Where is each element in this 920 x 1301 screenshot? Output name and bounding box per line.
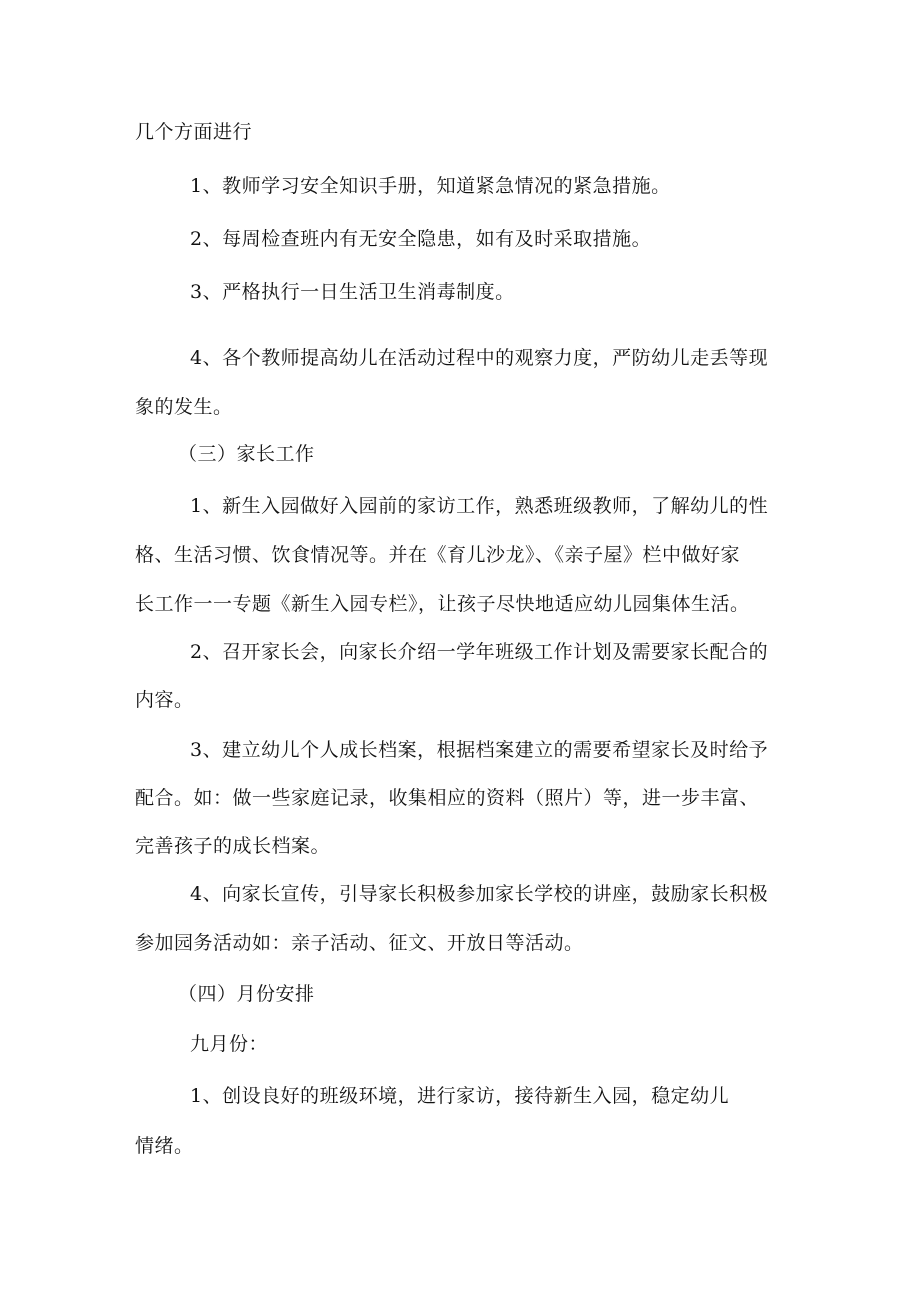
section-heading: （三）家长工作	[178, 443, 315, 465]
text-line: 九月份：	[190, 1033, 269, 1055]
text-line: 1、创设良好的班级环境，进行家访，接待新生入园，稳定幼儿	[190, 1085, 730, 1107]
text-line: 完善孩子的成长档案。	[135, 835, 331, 857]
text-line: 情绪。	[135, 1135, 194, 1157]
text-line: 格、生活习惯、饮食情况等。并在《育儿沙龙》、《亲子屋》栏中做好家	[135, 544, 741, 566]
text-line: 4、向家长宣传，引导家长积极参加家长学校的讲座，鼓励家长积极	[190, 883, 769, 905]
section-heading: （四）月份安排	[178, 983, 315, 1005]
text-line: 象的发生。	[135, 396, 233, 418]
text-line: 几个方面进行	[135, 121, 253, 143]
text-line: 内容。	[135, 689, 194, 711]
text-line: 3、严格执行一日生活卫生消毒制度。	[190, 281, 515, 303]
text-line: 4、各个教师提高幼儿在活动过程中的观察力度，严防幼儿走丢等现	[190, 347, 769, 369]
text-line: 3、建立幼儿个人成长档案，根据档案建立的需要希望家长及时给予	[190, 739, 769, 761]
text-line: 1、教师学习安全知识手册，知道紧急情况的紧急措施。	[190, 175, 671, 197]
text-line: 1、新生入园做好入园前的家访工作，熟悉班级教师，了解幼儿的性	[190, 495, 769, 517]
text-line: 长工作一一专题《新生入园专栏》，让孩子尽快地适应幼儿园集体生活。	[135, 593, 750, 615]
text-line: 2、召开家长会，向家长介绍一学年班级工作计划及需要家长配合的	[190, 641, 769, 663]
text-line: 配合。如：做一些家庭记录，收集相应的资料（照片）等，进一步丰富、	[135, 787, 760, 809]
text-line: 2、每周检查班内有无安全隐患，如有及时采取措施。	[190, 228, 652, 250]
text-line: 参加园务活动如：亲子活动、征文、开放日等活动。	[135, 932, 584, 954]
